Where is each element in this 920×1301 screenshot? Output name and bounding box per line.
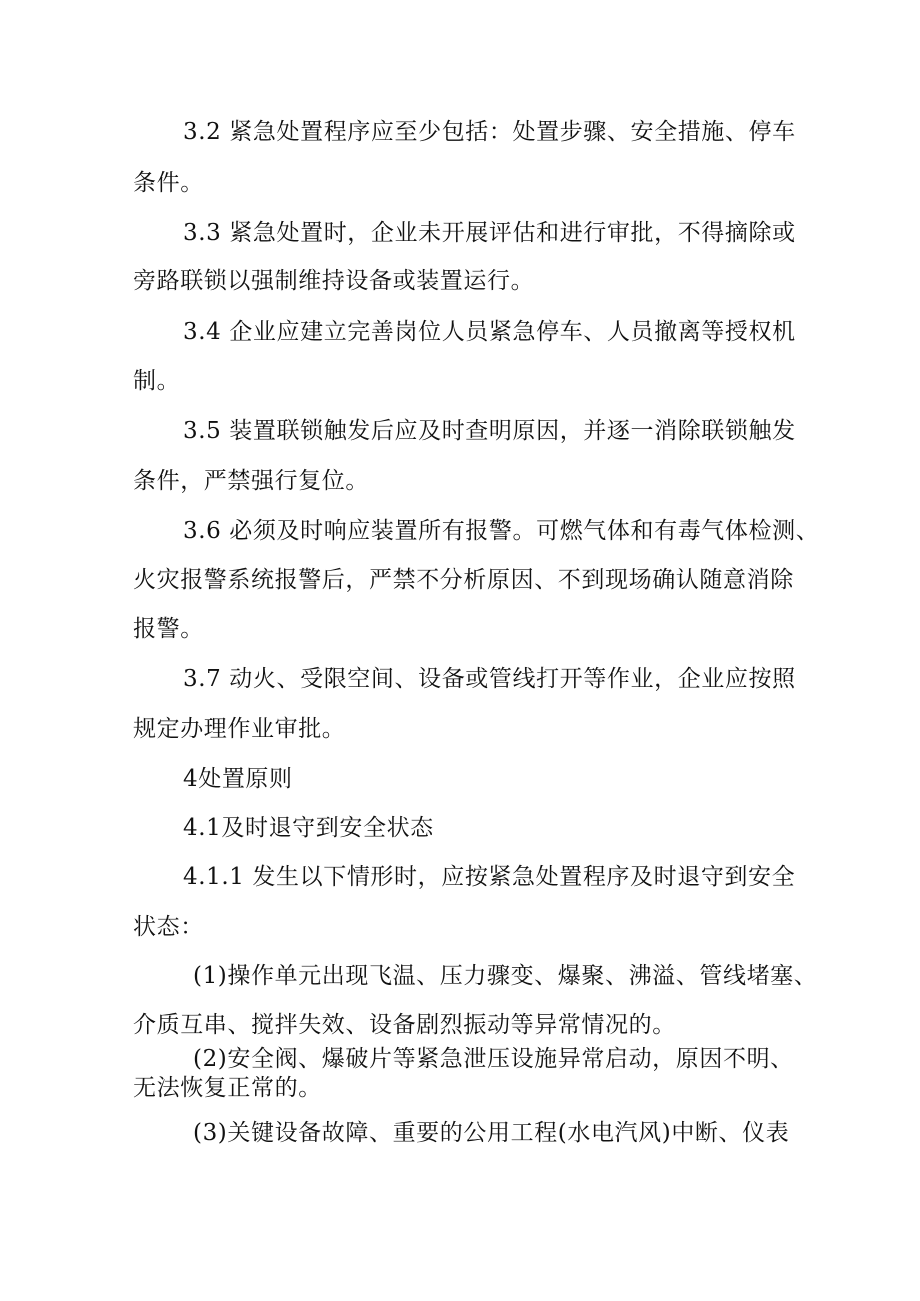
subsection-heading: 4.1及时退守到安全状态 bbox=[183, 815, 434, 841]
text-line: 条件。 bbox=[133, 170, 204, 196]
text-line: 报警。 bbox=[133, 616, 204, 642]
list-item: (3)关键设备故障、重要的公用工程(水电汽风)中断、仪表 bbox=[193, 1120, 790, 1146]
text-line: 3.6 必须及时响应装置所有报警。可燃气体和有毒气体检测、 bbox=[183, 518, 820, 544]
text-line: 介质互串、搅拌失效、设备剧烈振动等异常情况的。 bbox=[133, 1012, 676, 1038]
text-line: 3.3 紧急处置时，企业未开展评估和进行审批，不得摘除或 bbox=[183, 220, 796, 246]
text-line: 状态： bbox=[133, 914, 204, 940]
text-line: 4.1.1 发生以下情形时，应按紧急处置程序及时退守到安全 bbox=[183, 864, 796, 890]
text-line: 无法恢复正常的。 bbox=[133, 1075, 322, 1101]
text-line: 3.7 动火、受限空间、设备或管线打开等作业，企业应按照 bbox=[183, 666, 796, 692]
text-line: 3.5 装置联锁触发后应及时查明原因，并逐一消除联锁触发 bbox=[183, 418, 796, 444]
text-line: 旁路联锁以强制维持设备或装置运行。 bbox=[133, 268, 535, 294]
list-item: (2)安全阀、爆破片等紧急泄压设施异常启动，原因不明、 bbox=[193, 1046, 794, 1072]
text-line: 火灾报警系统报警后，严禁不分析原因、不到现场确认随意消除 bbox=[133, 567, 794, 593]
text-line: 制。 bbox=[133, 368, 181, 394]
section-heading: 4处置原则 bbox=[183, 766, 293, 792]
list-item: (1)操作单元出现飞温、压力骤变、爆聚、沸溢、管线堵塞、 bbox=[193, 963, 818, 989]
text-line: 条件，严禁强行复位。 bbox=[133, 468, 369, 494]
text-line: 3.4 企业应建立完善岗位人员紧急停车、人员撤离等授权机 bbox=[183, 319, 796, 345]
text-line: 3.2 紧急处置程序应至少包括：处置步骤、安全措施、停车 bbox=[183, 119, 796, 145]
text-line: 规定办理作业审批。 bbox=[133, 716, 346, 742]
